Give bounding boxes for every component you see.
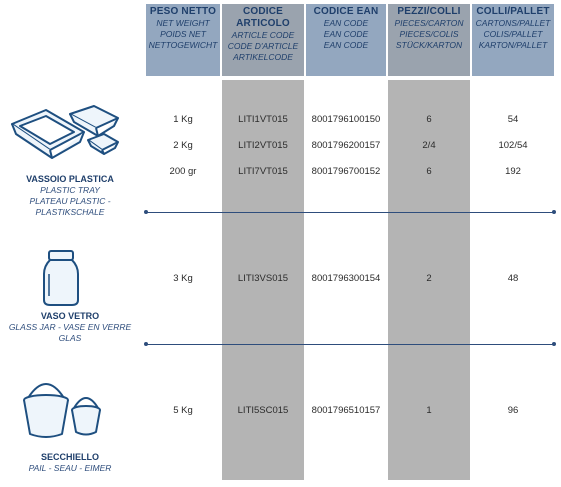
cell-pallet: 54 bbox=[507, 114, 519, 125]
cell-weight: 2 Kg bbox=[173, 140, 193, 151]
group-separator bbox=[146, 344, 554, 345]
cell-code: LITI2VT015 bbox=[238, 140, 288, 151]
cell-ean: 8001796100150 bbox=[311, 114, 381, 125]
header-pieces: PEZZI/COLLI PIECES/CARTON PIECES/COLIS STÜCK/KARTON bbox=[394, 6, 464, 50]
header-weight: PESO NETTO NET WEIGHT POIDS NET NETTOGEWICHT bbox=[148, 6, 218, 50]
header-ean-code: CODICE EAN EAN CODE EAN CODE EAN CODE bbox=[313, 6, 379, 50]
cell-pieces: 2 bbox=[426, 273, 432, 284]
cell-code: LITI1VT015 bbox=[238, 114, 288, 125]
plastic-tray-icon bbox=[6, 100, 126, 170]
cell-pallet: 192 bbox=[505, 166, 521, 177]
cell-pallet: 96 bbox=[507, 405, 519, 416]
cell-code: LITI7VT015 bbox=[238, 166, 288, 177]
label-glass-jar: VASO VETRO GLASS JAR - VASE EN VERRE GLAS bbox=[8, 311, 132, 343]
cell-weight: 3 Kg bbox=[173, 273, 193, 284]
cell-weight: 1 Kg bbox=[173, 114, 193, 125]
cell-pieces: 2/4 bbox=[422, 140, 436, 151]
cell-code: LITI5SC015 bbox=[237, 405, 289, 416]
header-pallet: COLLI/PALLET CARTONS/PALLET COLIS/PALLET KARTON/PALLET bbox=[475, 6, 551, 50]
cell-pallet: 102/54 bbox=[498, 140, 528, 151]
cell-pieces: 6 bbox=[426, 166, 432, 177]
glass-jar-icon bbox=[38, 248, 84, 308]
cell-ean: 8001796510157 bbox=[311, 405, 381, 416]
group-separator bbox=[146, 212, 554, 213]
header-article-code: CODICE ARTICOLO ARTICLE CODE CODE D'ARTICLE ARTIKELCODE bbox=[227, 6, 299, 62]
cell-pallet: 48 bbox=[507, 273, 519, 284]
cell-ean: 8001796200157 bbox=[311, 140, 381, 151]
cell-weight: 200 gr bbox=[169, 166, 197, 177]
cell-weight: 5 Kg bbox=[173, 405, 193, 416]
label-plastic-tray: VASSOIO PLASTICA PLASTIC TRAY PLATEAU PLASTIC - PLASTIKSCHALE bbox=[26, 174, 114, 217]
pail-icon bbox=[20, 372, 104, 442]
cell-code: LITI3VS015 bbox=[237, 273, 289, 284]
cell-pieces: 6 bbox=[426, 114, 432, 125]
cell-ean: 8001796700152 bbox=[311, 166, 381, 177]
label-pail: SECCHIELLO PAIL - SEAU - EIMER bbox=[28, 452, 112, 473]
cell-ean: 8001796300154 bbox=[311, 273, 381, 284]
cell-pieces: 1 bbox=[426, 405, 432, 416]
